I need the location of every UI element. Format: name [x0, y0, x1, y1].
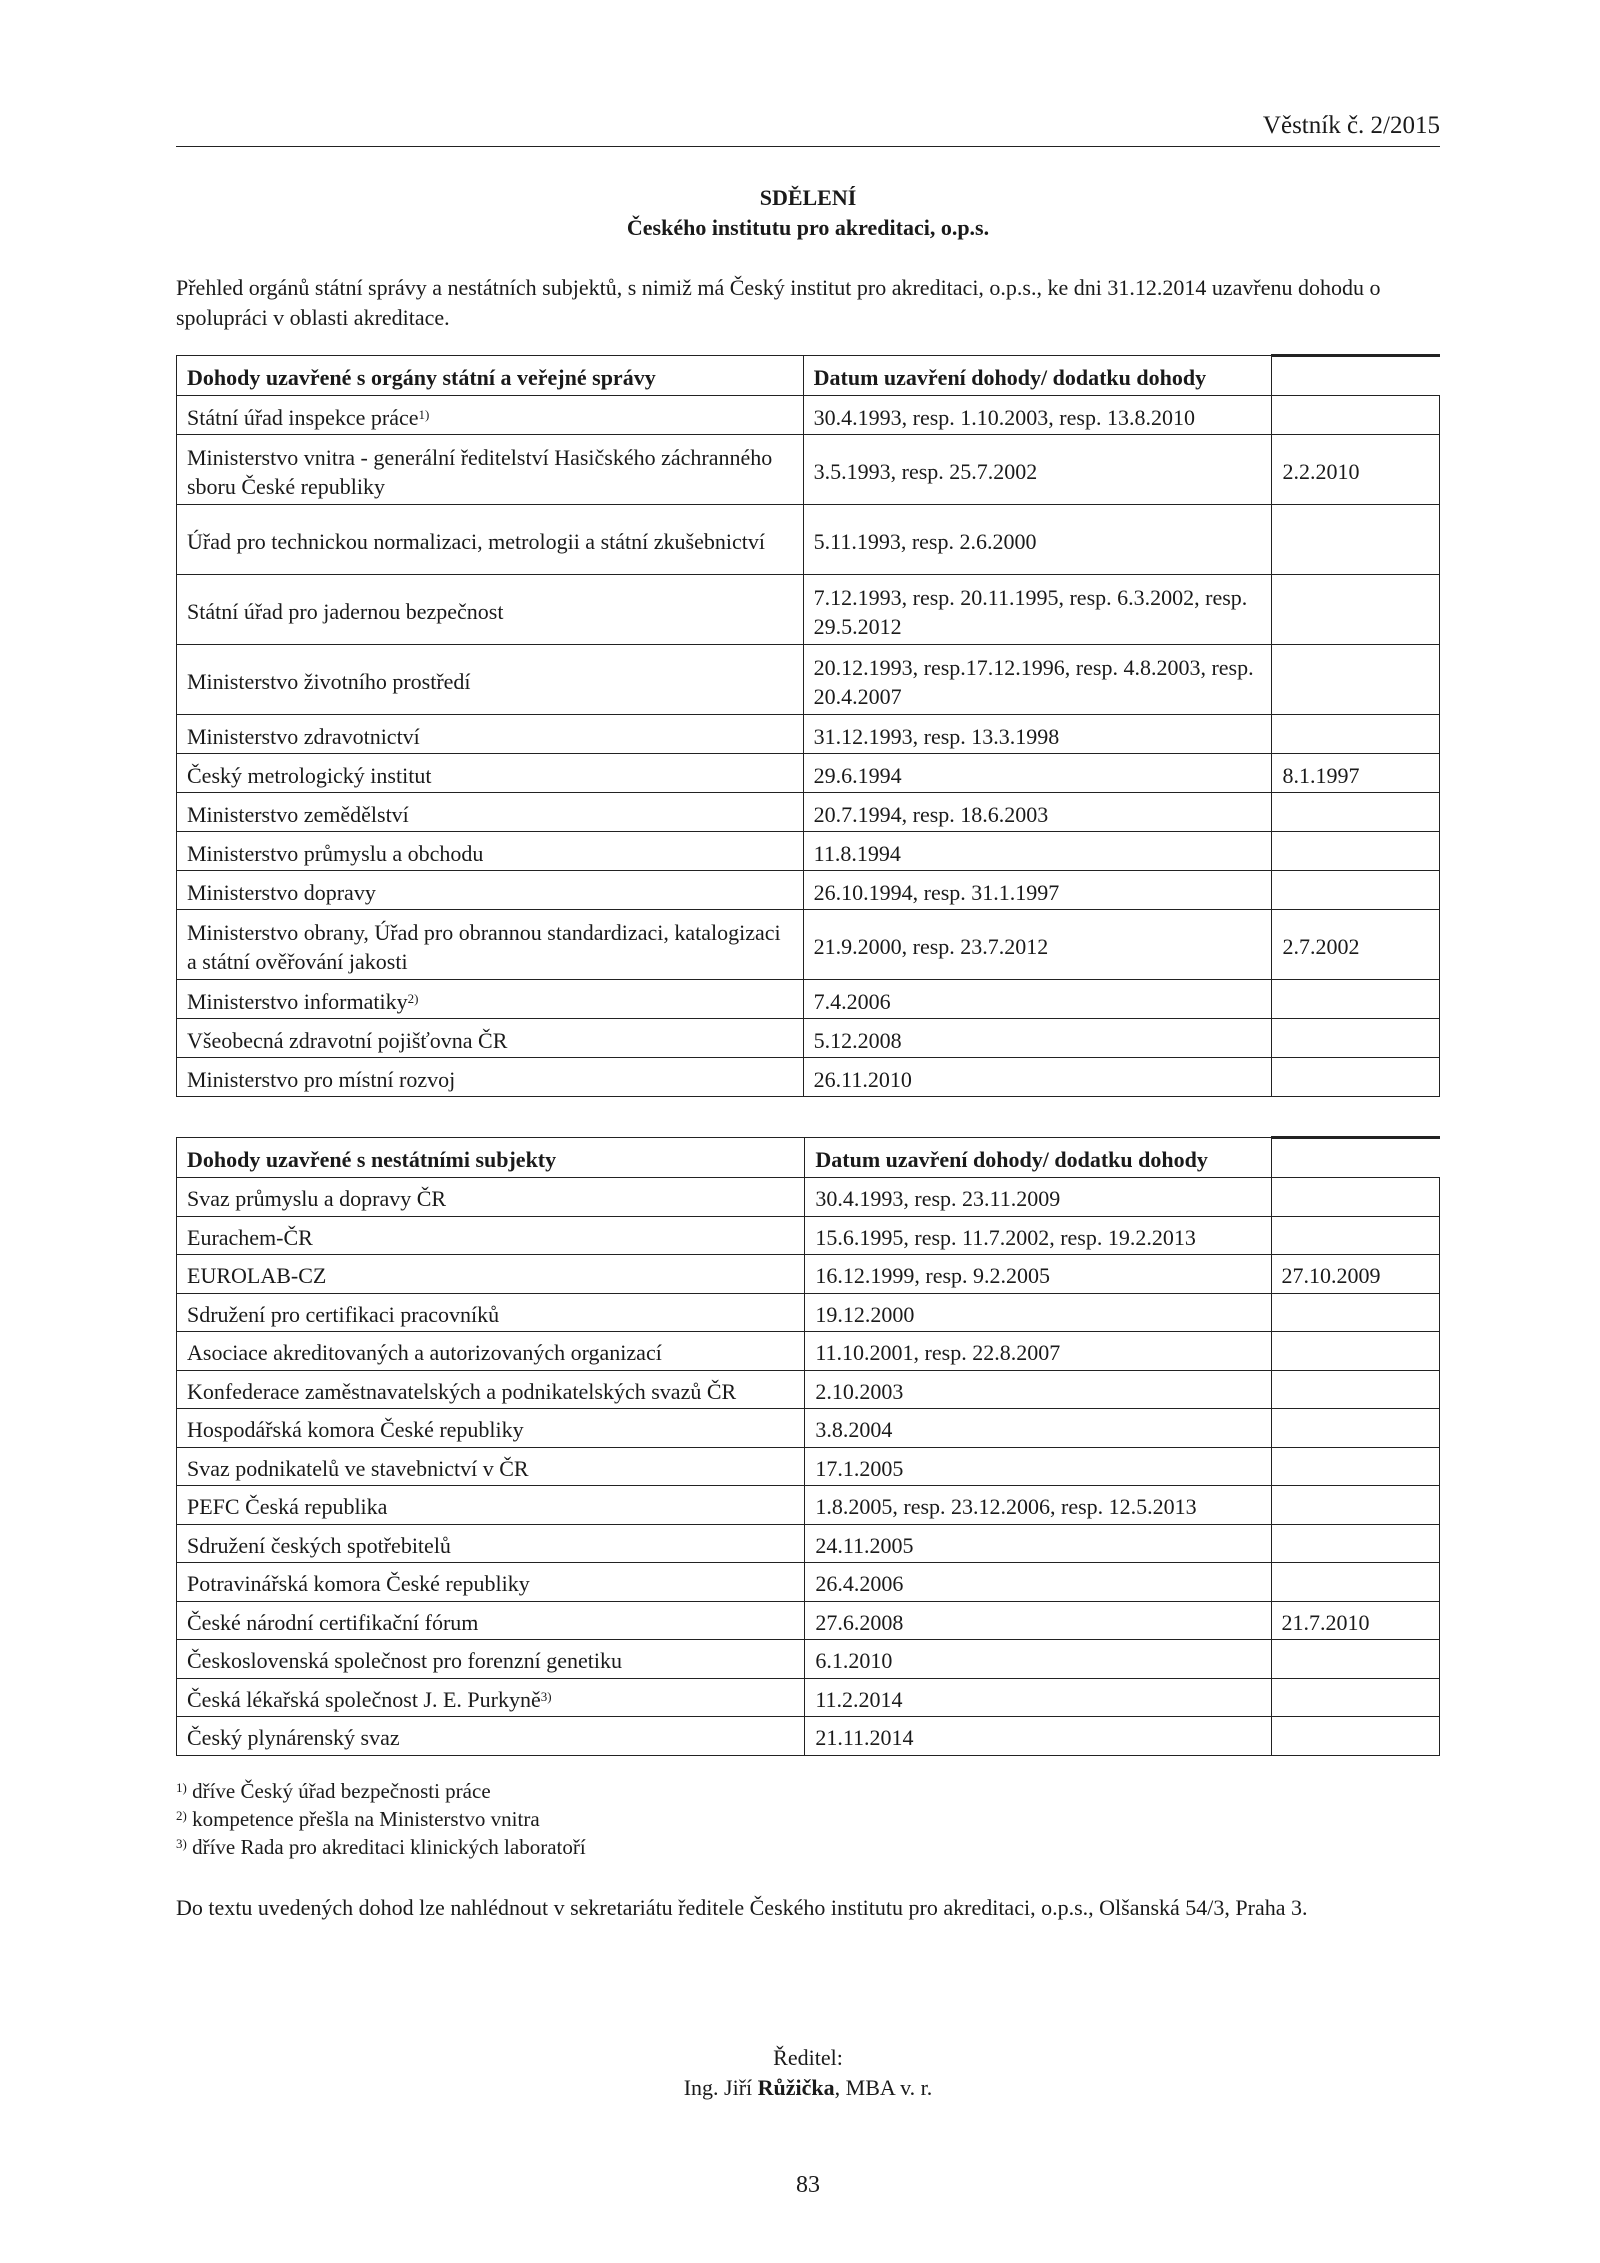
organization-name: Hospodářská komora České republiky [187, 1417, 524, 1443]
amendment-date-cell [1271, 1486, 1439, 1525]
organization-cell [177, 396, 804, 435]
footnote-marker: 1) [418, 406, 430, 422]
organization-name: Ministerstvo informatiky [187, 988, 408, 1014]
organization-cell [177, 1640, 805, 1679]
organization-cell [177, 832, 804, 871]
agreement-date-cell: 7.4.2006 [803, 980, 1272, 1019]
agreement-date-cell: 19.12.2000 [805, 1293, 1271, 1332]
page-number: 83 [796, 2172, 820, 2198]
signature-role: Ředitel: [773, 2045, 843, 2070]
organization-name: Úřad pro technickou normalizaci, metrologii a státní zkušebnictví [187, 529, 765, 554]
amendment-date-cell [1271, 1678, 1439, 1717]
amendment-date-cell [1271, 1447, 1439, 1486]
organization-cell [177, 715, 804, 754]
organization-name: Ministerstvo životního prostředí [187, 669, 471, 694]
amendment-date-cell [1271, 1178, 1439, 1217]
organization-cell [177, 1216, 805, 1255]
organization-cell [177, 1678, 805, 1717]
organization-name: Ministerstvo pro místní rozvoj [187, 1066, 456, 1092]
table-row [177, 1255, 1440, 1294]
organization-cell [177, 575, 804, 645]
amendment-date-cell [1271, 1563, 1439, 1602]
amendment-date-cell [1272, 793, 1440, 832]
organization-name: PEFC Česká republika [187, 1494, 388, 1520]
amendment-date-cell [1272, 1019, 1440, 1058]
signature-block [176, 2043, 1440, 2103]
table-row [177, 832, 1440, 871]
agreement-date-cell: 11.2.2014 [805, 1678, 1271, 1717]
organization-cell [177, 1370, 805, 1409]
footnote [176, 1777, 586, 1805]
amendment-date-cell [1271, 1717, 1439, 1756]
amendment-date-cell [1271, 1216, 1439, 1255]
column-header-date: Datum uzavření dohody/ dodatku dohody [803, 356, 1272, 396]
table-row [177, 396, 1440, 435]
organization-name: Česká lékařská společnost J. E. Purkyně [187, 1686, 541, 1712]
amendment-date-cell [1271, 1293, 1439, 1332]
title-line-2: Českého institutu pro akreditaci, o.p.s. [626, 215, 990, 240]
agreement-date-cell: 5.12.2008 [803, 1019, 1272, 1058]
amendment-date-cell [1272, 832, 1440, 871]
organization-cell [177, 1332, 805, 1371]
announcement-title [176, 183, 1440, 243]
organization-name: Konfederace zaměstnavatelských a podnikatelských svazů ČR [187, 1378, 737, 1404]
footnote [176, 1833, 586, 1861]
organization-name: Český metrologický institut [187, 762, 432, 788]
table-row [177, 505, 1440, 575]
organization-name: České národní certifikační fórum [187, 1609, 479, 1635]
agreement-date-cell: 5.11.1993, resp. 2.6.2000 [803, 505, 1272, 575]
organization-name: Státní úřad inspekce práce [187, 404, 419, 430]
nonstate-agreements-table [176, 1136, 1440, 1756]
organization-cell [177, 1058, 804, 1097]
organization-name: Státní úřad pro jadernou bezpečnost [187, 599, 504, 624]
signature-name: Ing. Jiří Růžička, MBA v. r. [683, 2075, 933, 2100]
agreement-date-cell: 27.6.2008 [805, 1601, 1271, 1640]
footnote-text: dříve Rada pro akreditaci klinických laboratoří [186, 1835, 586, 1859]
table-row [177, 980, 1440, 1019]
footnote-marker: 2) [407, 990, 419, 1006]
table-row [177, 871, 1440, 910]
journal-header: Věstník č. 2/2015 [1262, 112, 1440, 139]
table-row [177, 1563, 1440, 1602]
organization-name: Potravinářská komora České republiky [187, 1571, 530, 1597]
organization-cell [177, 1178, 805, 1217]
column-header-date: Datum uzavření dohody/ dodatku dohody [805, 1138, 1271, 1178]
organization-cell [177, 754, 804, 793]
organization-name: Ministerstvo zemědělství [187, 801, 409, 827]
amendment-date-cell [1272, 1058, 1440, 1097]
agreement-date-cell: 11.8.1994 [803, 832, 1272, 871]
organization-cell [177, 1717, 805, 1756]
amendment-date-cell: 21.7.2010 [1271, 1601, 1439, 1640]
table-row [177, 793, 1440, 832]
table-row [177, 1640, 1440, 1679]
amendment-date-cell [1272, 980, 1440, 1019]
agreement-date-cell: 3.8.2004 [805, 1409, 1271, 1448]
table-row [177, 1216, 1440, 1255]
organization-name: Český plynárenský svaz [187, 1725, 400, 1751]
amendment-date-cell: 8.1.1997 [1272, 754, 1440, 793]
column-header-blank [1271, 1138, 1439, 1178]
table-row [177, 575, 1440, 645]
organization-name: Sdružení pro certifikaci pracovníků [187, 1301, 500, 1327]
table-header-row [177, 356, 1440, 396]
agreement-date-cell: 30.4.1993, resp. 1.10.2003, resp. 13.8.2010 [803, 396, 1272, 435]
column-header-blank [1272, 356, 1440, 396]
table-row [177, 1409, 1440, 1448]
table-row [177, 1601, 1440, 1640]
footnotes [176, 1777, 586, 1861]
footnote-text: kompetence přešla na Ministerstvo vnitra [186, 1807, 540, 1831]
agreement-date-cell: 3.5.1993, resp. 25.7.2002 [803, 435, 1272, 505]
agreement-date-cell: 20.12.1993, resp.17.12.1996, resp. 4.8.2003, resp. 20.4.2007 [803, 645, 1272, 715]
agreement-date-cell: 21.9.2000, resp. 23.7.2012 [803, 910, 1272, 980]
organization-name: Eurachem-ČR [187, 1224, 313, 1250]
organization-name: Asociace akreditovaných a autorizovaných organizací [187, 1340, 662, 1366]
table-row [177, 435, 1440, 505]
organization-name: Ministerstvo zdravotnictví [187, 723, 420, 749]
table-row [177, 910, 1440, 980]
table-row [177, 645, 1440, 715]
organization-cell [177, 1486, 805, 1525]
table-row [177, 1293, 1440, 1332]
table-row [177, 715, 1440, 754]
amendment-date-cell [1272, 396, 1440, 435]
organization-cell [177, 1255, 805, 1294]
amendment-date-cell [1271, 1370, 1439, 1409]
organization-cell [177, 1563, 805, 1602]
table-row [177, 1058, 1440, 1097]
agreement-date-cell: 7.12.1993, resp. 20.11.1995, resp. 6.3.2002, resp. 29.5.2012 [803, 575, 1272, 645]
agreement-date-cell: 11.10.2001, resp. 22.8.2007 [805, 1332, 1271, 1371]
table-row [177, 1332, 1440, 1371]
column-header-organization: Dohody uzavřené s nestátními subjekty [177, 1138, 805, 1178]
table-row [177, 1524, 1440, 1563]
agreement-date-cell: 20.7.1994, resp. 18.6.2003 [803, 793, 1272, 832]
column-header-organization: Dohody uzavřené s orgány státní a veřejné správy [177, 356, 804, 396]
agreement-date-cell: 26.11.2010 [803, 1058, 1272, 1097]
closing-paragraph: Do textu uvedených dohod lze nahlédnout v sekretariátu ředitele Českého institutu pro akreditaci, o.p.s., Olšanská 54/3, Praha 3. [176, 1895, 1308, 1920]
table-row [177, 1019, 1440, 1058]
amendment-date-cell [1271, 1332, 1439, 1371]
agreement-date-cell: 17.1.2005 [805, 1447, 1271, 1486]
organization-name: Všeobecná zdravotní pojišťovna ČR [187, 1027, 508, 1053]
table-row [177, 1717, 1440, 1756]
table-header-row [177, 1138, 1440, 1178]
agreement-date-cell: 1.8.2005, resp. 23.12.2006, resp. 12.5.2013 [805, 1486, 1271, 1525]
organization-cell [177, 1293, 805, 1332]
footnote-marker: 3) [540, 1688, 552, 1704]
footnote [176, 1805, 586, 1833]
organization-cell [177, 1524, 805, 1563]
table-row [177, 1447, 1440, 1486]
intro-paragraph: Přehled orgánů státní správy a nestátních subjektů, s nimiž má Český institut pro akreditaci, o.p.s., ke dni 31.12.2014 uzavřenu dohodu o spolupráci v oblasti akreditace. [176, 275, 1381, 330]
agreement-date-cell: 29.6.1994 [803, 754, 1272, 793]
amendment-date-cell [1271, 1409, 1439, 1448]
organization-name: Ministerstvo průmyslu a obchodu [187, 840, 484, 866]
organization-cell [177, 505, 804, 575]
organization-cell [177, 435, 804, 505]
agreement-date-cell: 26.4.2006 [805, 1563, 1271, 1602]
agreement-date-cell: 2.10.2003 [805, 1370, 1271, 1409]
agreement-date-cell: 26.10.1994, resp. 31.1.1997 [803, 871, 1272, 910]
organization-name: Ministerstvo obrany, Úřad pro obrannou standardizaci, katalogizaci a státní ověřování jakosti [187, 919, 781, 974]
organization-cell [177, 793, 804, 832]
organization-cell [177, 1409, 805, 1448]
amendment-date-cell: 2.7.2002 [1272, 910, 1440, 980]
organization-name: Sdružení českých spotřebitelů [187, 1532, 451, 1558]
amendment-date-cell [1272, 645, 1440, 715]
footnote-mark: 3) [176, 1836, 187, 1851]
agreement-date-cell: 6.1.2010 [805, 1640, 1271, 1679]
organization-cell [177, 980, 804, 1019]
header-rule [176, 146, 1440, 147]
agreement-date-cell: 31.12.1993, resp. 13.3.1998 [803, 715, 1272, 754]
table-row [177, 1178, 1440, 1217]
table-row [177, 754, 1440, 793]
organization-cell [177, 871, 804, 910]
footnote-mark: 1) [176, 1780, 187, 1795]
organization-cell [177, 1019, 804, 1058]
organization-name: Ministerstvo dopravy [187, 879, 376, 905]
state-agreements-table [176, 354, 1440, 1097]
amendment-date-cell [1271, 1524, 1439, 1563]
amendment-date-cell [1272, 575, 1440, 645]
agreement-date-cell: 30.4.1993, resp. 23.11.2009 [805, 1178, 1271, 1217]
footnote-mark: 2) [176, 1808, 187, 1823]
amendment-date-cell [1271, 1640, 1439, 1679]
title-line-1: SDĚLENÍ [759, 185, 857, 210]
organization-name: EUROLAB-CZ [187, 1263, 327, 1289]
amendment-date-cell: 27.10.2009 [1271, 1255, 1439, 1294]
agreement-date-cell: 16.12.1999, resp. 9.2.2005 [805, 1255, 1271, 1294]
organization-cell [177, 1447, 805, 1486]
organization-name: Ministerstvo vnitra - generální ředitelství Hasičského záchranného sboru České republiky [187, 444, 773, 499]
table-row [177, 1370, 1440, 1409]
footnote-text: dříve Český úřad bezpečnosti práce [186, 1779, 491, 1803]
agreement-date-cell: 21.11.2014 [805, 1717, 1271, 1756]
table-row [177, 1486, 1440, 1525]
amendment-date-cell [1272, 871, 1440, 910]
organization-name: Československá společnost pro forenzní genetiku [187, 1648, 623, 1674]
amendment-date-cell [1272, 505, 1440, 575]
table-row [177, 1678, 1440, 1717]
organization-cell [177, 1601, 805, 1640]
organization-cell [177, 645, 804, 715]
organization-name: Svaz průmyslu a dopravy ČR [187, 1186, 447, 1212]
organization-cell [177, 910, 804, 980]
amendment-date-cell: 2.2.2010 [1272, 435, 1440, 505]
organization-name: Svaz podnikatelů ve stavebnictví v ČR [187, 1455, 529, 1481]
amendment-date-cell [1272, 715, 1440, 754]
agreement-date-cell: 24.11.2005 [805, 1524, 1271, 1563]
agreement-date-cell: 15.6.1995, resp. 11.7.2002, resp. 19.2.2013 [805, 1216, 1271, 1255]
